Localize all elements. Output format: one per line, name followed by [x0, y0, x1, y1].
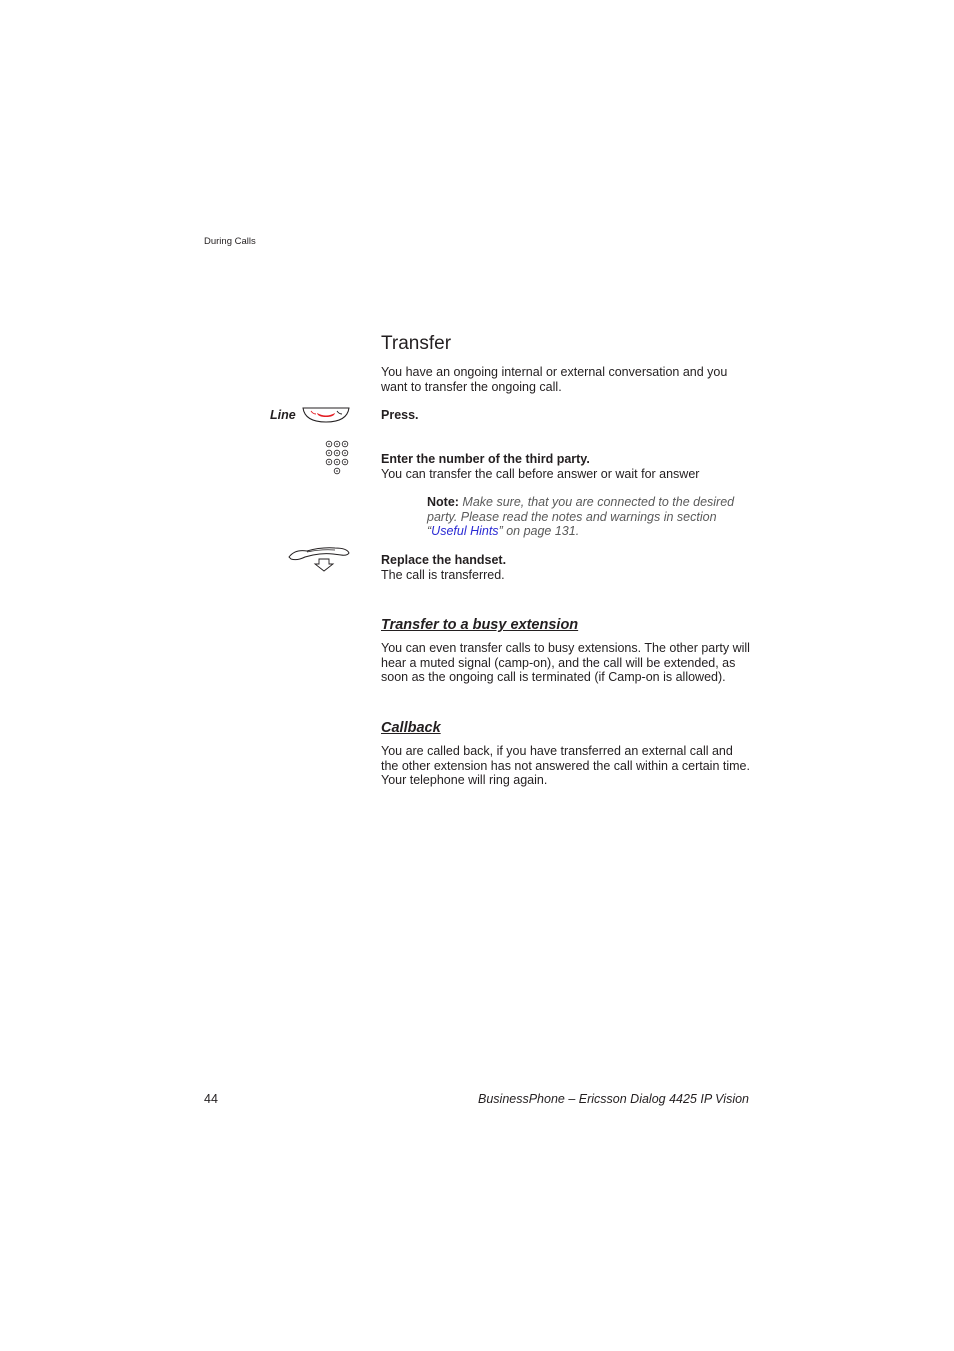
intro-paragraph: You have an ongoing internal or external conversation and you want to transfer the ongoing call. — [381, 365, 728, 394]
note — [427, 495, 757, 539]
keypad-icon — [325, 440, 351, 481]
step-title: Replace the handset. — [381, 553, 507, 567]
busy-extension-heading: Transfer to a busy extension — [381, 617, 579, 633]
step-text: The call is transferred. — [381, 567, 505, 582]
step-title: Press. — [381, 408, 419, 422]
note-text: Make sure, that you are connected to the desired party. Please read the notes and warnings in section “ — [427, 495, 735, 538]
step-enter-number — [381, 452, 751, 481]
useful-hints-link[interactable]: Useful Hints — [431, 524, 499, 538]
step-press — [381, 408, 751, 423]
step-title: Enter the number of the third party. — [381, 452, 590, 466]
step-replace-handset — [381, 553, 751, 582]
line-key-icon — [301, 404, 351, 431]
busy-extension-paragraph: You can even transfer calls to busy extensions. The other party will hear a muted signal (camp-on), and the call will be extended, as soon as the ongoing call is terminated (if Camp-on is allowed). — [381, 641, 750, 684]
page-title: Transfer — [381, 333, 452, 354]
page-number: 44 — [204, 1092, 218, 1106]
handset-icon — [287, 545, 353, 578]
line-key-label: Line — [270, 408, 296, 422]
footer-title: BusinessPhone – Ericsson Dialog 4425 IP Vision — [478, 1092, 749, 1106]
note-text-end: ” on page 131. — [498, 524, 580, 538]
callback-heading: Callback — [381, 720, 441, 736]
callback-paragraph: You are called back, if you have transferred an external call and the other extension has not answered the call within a certain time. Your telephone will ring again. — [381, 744, 750, 787]
step-text: You can transfer the call before answer or wait for answer — [381, 466, 700, 481]
note-label: Note: — [427, 495, 459, 509]
section-label: During Calls — [204, 236, 256, 247]
